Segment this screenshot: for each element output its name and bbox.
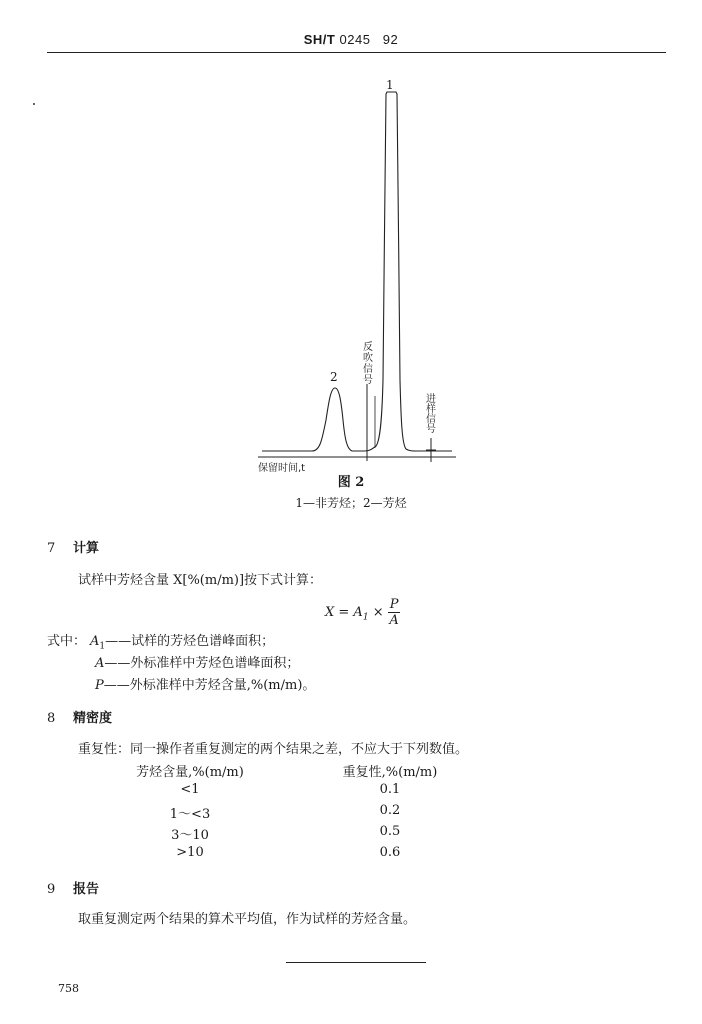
- section-8-heading: 8 精密度: [47, 711, 113, 726]
- section-9-heading: 9 报告: [47, 882, 100, 897]
- section-8-intro: 重复性：同一操作者重复测定的两个结果之差，不应大于下列数值。: [78, 742, 469, 757]
- table-row-range: >10: [176, 845, 204, 860]
- calculation-formula: $X = A_1$ × $\frac{P}{A}$: [325, 597, 399, 628]
- end-rule: [286, 962, 426, 963]
- x-axis-label: 保留时间,t: [258, 463, 306, 474]
- figure-title: 图 2: [337, 475, 365, 490]
- backflush-signal-label: 反 吹 信 号: [363, 342, 373, 386]
- section-7-heading: 7 计算: [47, 541, 100, 556]
- standard-year: 92: [382, 32, 399, 47]
- figure-legend: 1—非芳烃；2—芳烃: [295, 496, 407, 510]
- table-row-value: 0.5: [379, 824, 401, 839]
- table-row-range: 1～<3: [169, 807, 211, 822]
- precision-table-header-content: 芳烃含量,%(m/m): [136, 765, 244, 780]
- chromatogram-trace: [262, 92, 452, 451]
- chromatogram-figure: [0, 0, 702, 470]
- table-row-value: 0.2: [379, 803, 401, 818]
- definition-p: P——外标准样中芳烃含量,%(m/m)。: [95, 678, 316, 693]
- section-9-text: 取重复测定两个结果的算术平均值，作为试样的芳烃含量。: [78, 912, 417, 927]
- definition-a1: $A_1——$试样的芳烃色谱峰面积；: [90, 634, 275, 652]
- injection-signal-label: 进 样 信 号: [426, 394, 436, 435]
- scan-speck: [33, 103, 35, 105]
- table-row-range: 3～10: [171, 828, 209, 843]
- peak-1-label: 1: [386, 78, 394, 92]
- table-row-value: 0.6: [379, 845, 401, 860]
- standard-number: 0245: [339, 32, 371, 47]
- definition-a: A——外标准样中芳烃色谱峰面积；: [95, 656, 300, 671]
- peak-2-label: 2: [330, 370, 338, 384]
- table-row-value: 0.1: [379, 782, 401, 797]
- section-7-intro: 试样中芳烃含量 X[%(m/m)]按下式计算：: [78, 573, 323, 588]
- standard-code: SH/T: [303, 32, 336, 47]
- precision-table-header-repeatability: 重复性,%(m/m): [342, 765, 438, 780]
- table-row-range: <1: [180, 782, 200, 797]
- where-prefix: 式中：: [47, 634, 87, 649]
- page-number: 758: [58, 982, 79, 995]
